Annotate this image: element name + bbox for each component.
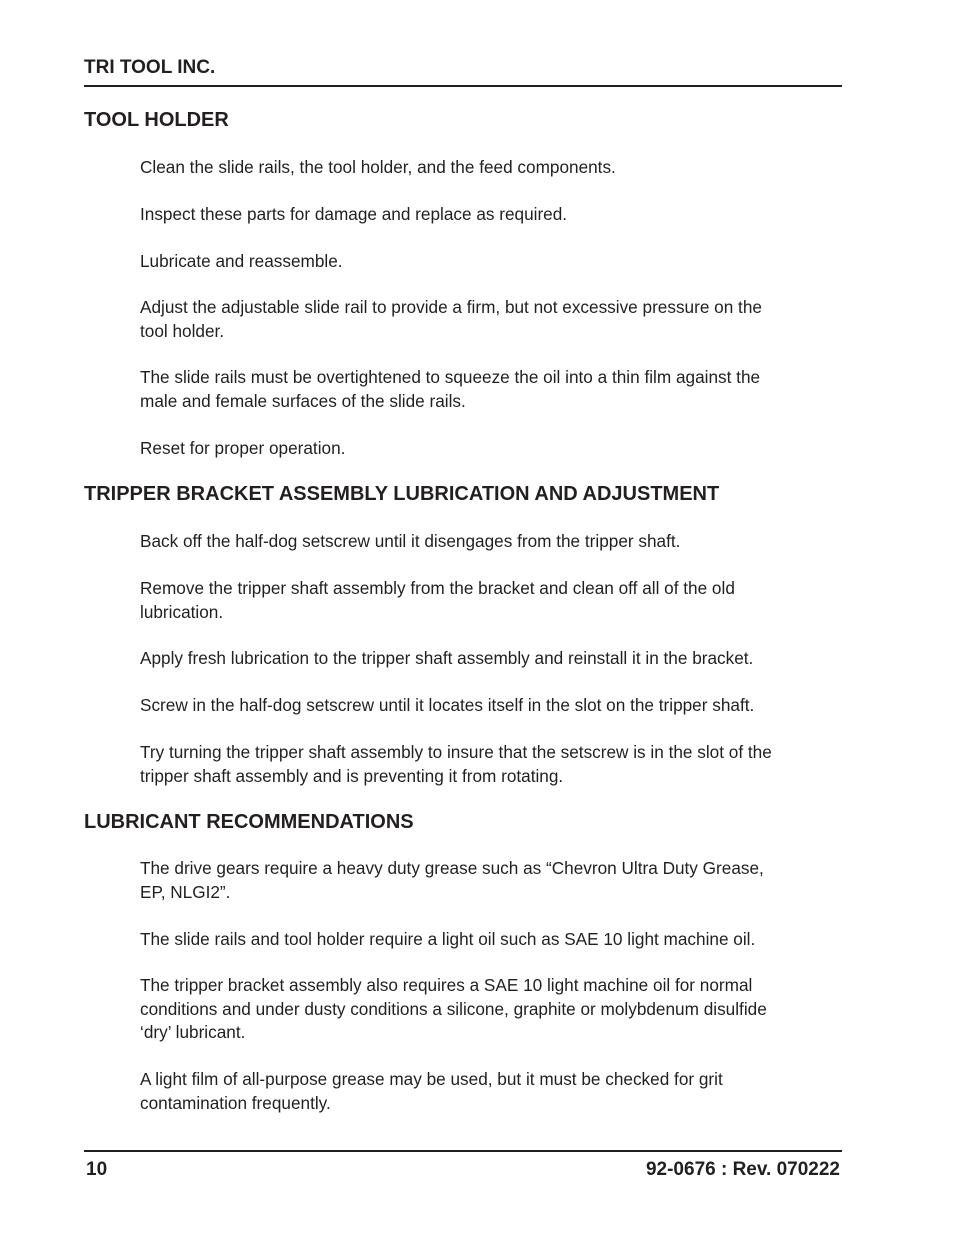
paragraph: Remove the tripper shaft assembly from the bracket and clean off all of the old lubrication. (140, 578, 735, 622)
document-revision: 92-0676 : Rev. 070222 (645, 1159, 840, 1180)
page-header (84, 56, 842, 87)
paragraph: Adjust the adjustable slide rail to provide a firm, but not excessive pressure on the tool holder. (140, 297, 762, 341)
paragraph: Screw in the half-dog setscrew until it locates itself in the slot on the tripper shaft. (140, 695, 755, 715)
section-title-lubricant-recommendations: LUBRICANT RECOMMENDATIONS (84, 811, 414, 833)
paragraph: Lubricate and reassemble. (140, 251, 343, 271)
company-name: TRI TOOL INC. (84, 57, 216, 78)
paragraph: Apply fresh lubrication to the tripper shaft assembly and reinstall it in the bracket. (140, 648, 754, 668)
paragraph: Clean the slide rails, the tool holder, and the feed components. (140, 157, 616, 177)
section-title-tripper-bracket: TRIPPER BRACKET ASSEMBLY LUBRICATION AND ADJUSTMENT (84, 483, 720, 505)
page-number: 10 (86, 1159, 108, 1180)
paragraph: Back off the half-dog setscrew until it disengages from the tripper shaft. (140, 531, 681, 551)
paragraph: The tripper bracket assembly also requires a SAE 10 light machine oil for normal conditions and under dusty conditions a silicone, graphite or molybdenum disulfide ‘dry’ lubricant. (140, 975, 767, 1042)
paragraph: Inspect these parts for damage and replace as required. (140, 204, 568, 224)
paragraph: The drive gears require a heavy duty grease such as “Chevron Ultra Duty Grease, EP, NLGI2”. (140, 858, 764, 902)
paragraph: A light film of all-purpose grease may be used, but it must be checked for grit contamination frequently. (140, 1069, 723, 1113)
paragraph: The slide rails and tool holder require a light oil such as SAE 10 light machine oil. (140, 929, 756, 949)
section-title-tool-holder: TOOL HOLDER (84, 109, 229, 131)
paragraph: The slide rails must be overtightened to squeeze the oil into a thin film against the male and female surfaces of the slide rails. (140, 367, 761, 411)
paragraph: Reset for proper operation. (140, 438, 346, 458)
page-footer (84, 1150, 842, 1192)
paragraph: Try turning the tripper shaft assembly to insure that the setscrew is in the slot of the tripper shaft assembly and is preventing it from rotating. (140, 742, 772, 786)
